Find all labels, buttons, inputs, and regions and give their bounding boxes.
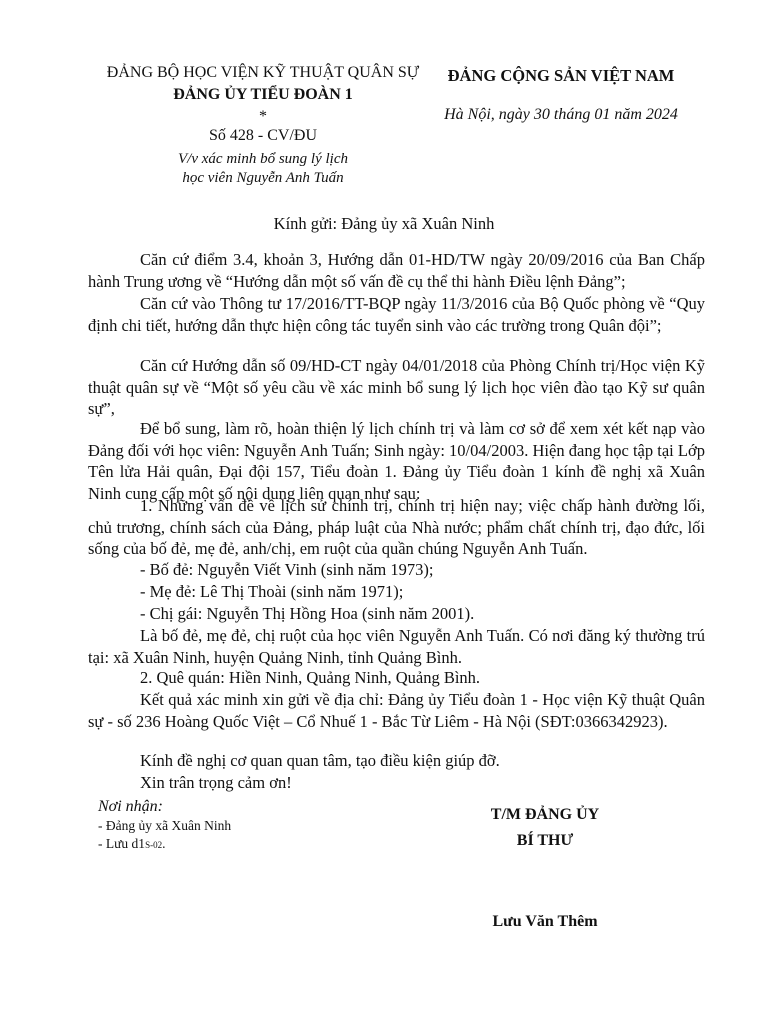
sister-line: - Chị gái: Nguyễn Thị Hồng Hoa (sinh năm 2001). [140,604,475,623]
signer-name: Lưu Văn Thêm [492,913,598,930]
recipient-item-2-end: . [162,836,166,851]
party-name: ĐẢNG CỘNG SẢN VIỆT NAM [447,66,675,85]
org-parent-name: ĐẢNG BỘ HỌC VIỆN KỸ THUẬT QUÂN SỰ [106,64,420,81]
signature-position: BÍ THƯ [516,832,574,849]
recipients-title: Nơi nhận: [98,798,163,815]
recipient-item-1: - Đảng ủy xã Xuân Ninh [98,818,232,833]
document-number: Số 428 - CV/ĐU [208,127,317,144]
father-line: - Bố đẻ: Nguyễn Viết Vinh (sinh năm 1973); [140,560,434,579]
paragraph-basis-3: Căn cứ Hướng dẫn số 09/HD-CT ngày 04/01/2018 của Phòng Chính trị/Học viện Kỹ thuật quân sự về “Một số yêu cầu về xác minh bổ sung lý lịch học viên đào tạo Kỹ sư quân sự”, [88,356,705,418]
recipient-item-2 [98,836,165,852]
paragraph-return-address: Kết quả xác minh xin gửi về địa chỉ: Đảng ủy Tiểu đoàn 1 - Học viện Kỹ thuật Quân sự - số 236 Hoàng Quốc Việt – Cổ Nhuế 1 - Bắc Từ Liêm - Hà Nội (SĐT:0366342923). [88,690,705,731]
recipient-line: Kính gửi: Đảng ủy xã Xuân Ninh [273,214,495,233]
paragraph-thanks: Xin trân trọng cảm ơn! [140,773,292,792]
recipient-item-2-main: - Lưu d1 [98,836,146,851]
paragraph-request: Kính đề nghị cơ quan quan tâm, tạo điều kiện giúp đỡ. [140,751,500,770]
paragraph-basis-1: Căn cứ điểm 3.4, khoản 3, Hướng dẫn 01-HD/TW ngày 20/09/2016 của Ban Chấp hành Trung ương về “Hướng dẫn một số vấn đề cụ thể thi hành Điều lệnh Đảng”; [88,250,705,291]
paragraph-item-1: 1. Những vấn đề về lịch sử chính trị, chính trị hiện nay; việc chấp hành đường lối, chủ trương, chính sách của Đảng, pháp luật của Nhà nước; phẩm chất chính trị, đạo đức, lối sống của bố đẻ, mẹ đẻ, anh/chị, em ruột của quần chúng Nguyễn Anh Tuấn. [88,496,705,558]
org-name: ĐẢNG ỦY TIỂU ĐOÀN 1 [173,86,353,103]
star-mark: * [259,108,267,125]
paragraph-residence: Là bố đẻ, mẹ đẻ, chị ruột của học viên Nguyễn Anh Tuấn. Có nơi đăng ký thường trú tại: xã Xuân Ninh, huyện Quảng Ninh, tỉnh Quảng Bình. [88,626,705,667]
subject-line-2: học viên Nguyễn Anh Tuấn [182,170,344,186]
signature-on-behalf: T/M ĐẢNG ỦY [490,806,600,823]
paragraph-basis-2: Căn cứ vào Thông tư 17/2016/TT-BQP ngày 11/3/2016 của Bộ Quốc phòng về “Quy định chi tiết, hướng dẫn thực hiện công tác tuyển sinh vào các trường trong Quân đội”; [88,294,705,335]
place-date: Hà Nội, ngày 30 tháng 01 năm 2024 [444,106,678,123]
mother-line: - Mẹ đẻ: Lê Thị Thoài (sinh năm 1971); [140,582,404,601]
recipient-item-2-sub: S-02 [145,840,163,850]
paragraph-hometown: 2. Quê quán: Hiền Ninh, Quảng Ninh, Quảng Bình. [140,668,481,687]
subject-line-1: V/v xác minh bổ sung lý lịch [178,151,348,167]
paragraph-purpose: Để bổ sung, làm rõ, hoàn thiện lý lịch chính trị và làm cơ sở để xem xét kết nạp vào Đảng đối với học viên: Nguyễn Anh Tuấn; Sinh ngày: 10/04/2003. Hiện đang học tập tại Lớp Tên lửa Hải quân, Đại đội 157, Tiểu đoàn 1. Đảng ủy Tiểu đoàn 1 kính đề nghị xã Xuân Ninh cung cấp một số nội dung liên quan như sau: [88,419,705,503]
